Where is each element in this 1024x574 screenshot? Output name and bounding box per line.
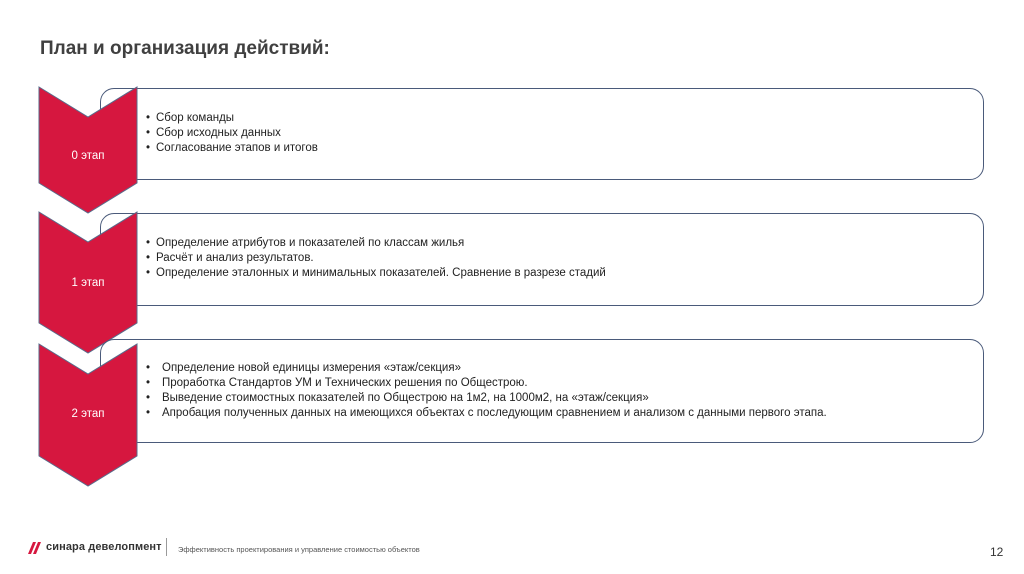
stage-0-label: 0 этап — [71, 150, 105, 162]
list-item: • Определение новой единицы измерения «этаж/секция» — [146, 361, 963, 376]
stage-1-box — [100, 213, 984, 306]
footer-logo — [28, 541, 162, 553]
list-item: • Выведение стоимостных показателей по Общестрою на 1м2, на 1000м2, на «этаж/секция» — [146, 391, 963, 406]
stage-2-list — [146, 361, 963, 421]
stage-1-chevron — [38, 211, 138, 354]
stage-2-label: 2 этап — [71, 408, 105, 420]
list-item: • Сбор команды — [146, 111, 963, 126]
sinara-logo-icon — [28, 541, 41, 553]
list-item: • Расчёт и анализ результатов. — [146, 251, 963, 266]
list-item: • Определение атрибутов и показателей по классам жилья — [146, 236, 963, 251]
list-item: • Сбор исходных данных — [146, 126, 963, 141]
stage-0-chevron — [38, 86, 138, 214]
list-item: • Проработка Стандартов УМ и Технических решения по Общестрою. — [146, 376, 963, 391]
page-number: 12 — [990, 545, 1004, 559]
page-title: План и организация действий: — [40, 38, 330, 59]
stage-0-list — [146, 111, 963, 156]
stage-1-list — [146, 236, 963, 281]
stage-0-box — [100, 88, 984, 180]
list-item: • Определение эталонных и минимальных показателей. Сравнение в разрезе стадий — [146, 266, 963, 281]
stage-2-chevron — [38, 343, 138, 487]
stage-1-label: 1 этап — [71, 277, 105, 289]
list-item: • Апробация полученных данных на имеющихся объектах с последующим сравнением и анализом с данными первого этапа. — [146, 406, 963, 421]
stage-2-box — [100, 339, 984, 443]
logo-text: синара девелопмент — [46, 541, 162, 553]
footer-caption: Эффективность проектирования и управление стоимостью объектов — [178, 545, 420, 554]
footer-divider — [166, 538, 167, 556]
list-item: • Согласование этапов и итогов — [146, 141, 963, 156]
